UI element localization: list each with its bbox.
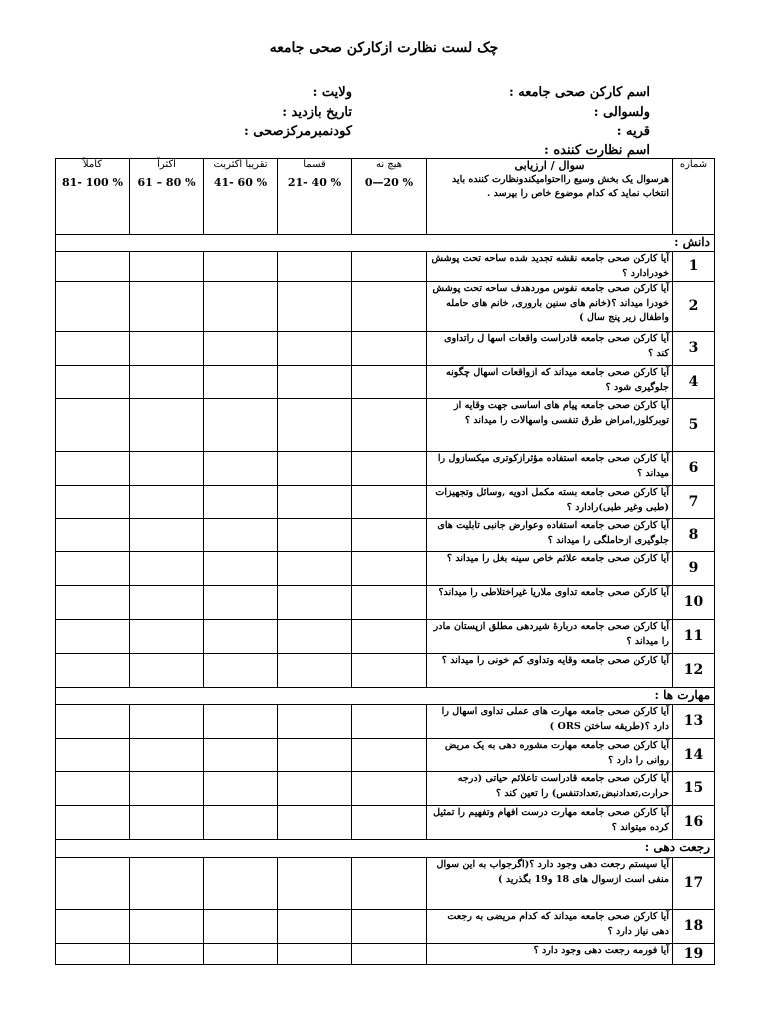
question-number: 8	[673, 519, 715, 552]
question-text: آیا کارکن صحی جامعه تداوی ملاریا غیراختلاطی را میداند؟	[427, 586, 673, 620]
rating-header-partly	[278, 159, 352, 235]
rating-cell[interactable]	[130, 252, 204, 282]
question-number: 12	[673, 654, 715, 688]
question-number: 19	[673, 944, 715, 965]
rating-cell[interactable]	[278, 739, 352, 772]
rating-cell[interactable]	[278, 486, 352, 519]
rating-cell[interactable]	[56, 452, 130, 486]
rating-range: 81- 100 %	[62, 176, 123, 189]
supervisor-label: اسم نظارت کننده :	[544, 143, 650, 158]
rating-cell[interactable]	[56, 858, 130, 910]
rating-cell[interactable]	[278, 586, 352, 620]
rating-cell[interactable]	[56, 620, 130, 654]
rating-cell[interactable]	[204, 552, 278, 586]
question-text: آیا کارکن صحی جامعه نفوس موردهدف ساحه تحت پوشش خودرا میداند ؟(خانم های سنین باروری, خانم های حامله واطفال زیر پنج سال )	[427, 282, 673, 332]
section-heading: رجعت دهی :	[56, 840, 715, 858]
question-number: 5	[673, 399, 715, 452]
question-number: 14	[673, 739, 715, 772]
question-text: آیا کارکن صحی جامعه قادراست تاعلائم حیاتی (درجه حرارت,تعدادنبض,تعدادتنفس) را تعین کند ؟	[427, 772, 673, 806]
rating-cell[interactable]	[130, 858, 204, 910]
rating-cell[interactable]	[56, 519, 130, 552]
question-text: آیا کارکن صحی جامعه مهارت های عملی تداوی اسهال را دارد ؟(طریقه ساختن ORS )	[427, 705, 673, 739]
rating-cell[interactable]	[204, 944, 278, 965]
question-number: 17	[673, 858, 715, 910]
question-number: 11	[673, 620, 715, 654]
rating-header-nearly-most	[204, 159, 278, 235]
rating-cell[interactable]	[278, 519, 352, 552]
question-row	[56, 705, 715, 739]
rating-cell[interactable]	[204, 705, 278, 739]
question-column-note: هرسوال یک بخش وسیع رااحتوامیکندونظارت کننده باید انتخاب نماید که کدام موضوع خاص را بپرسد .	[451, 174, 669, 199]
rating-cell[interactable]	[352, 332, 427, 366]
rating-cell[interactable]	[56, 944, 130, 965]
rating-cell[interactable]	[352, 944, 427, 965]
rating-label: قسما	[303, 159, 326, 170]
question-text: آیا کارکن صحی جامعه نقشه تجدید شده ساحه تحت پوشش خودرادارد ؟	[427, 252, 673, 282]
province-label: ولایت :	[312, 85, 352, 100]
question-row	[56, 654, 715, 688]
question-number: 7	[673, 486, 715, 519]
district-label: ولسوالی :	[593, 105, 650, 120]
question-number: 16	[673, 806, 715, 840]
table-header-row	[56, 159, 715, 235]
rating-cell[interactable]	[352, 620, 427, 654]
rating-cell[interactable]	[56, 282, 130, 332]
rating-cell[interactable]	[56, 910, 130, 944]
rating-cell[interactable]	[56, 399, 130, 452]
question-row	[56, 586, 715, 620]
rating-cell[interactable]	[278, 944, 352, 965]
visit-date-label: تاریخ بازدید :	[282, 105, 352, 120]
rating-cell[interactable]	[130, 739, 204, 772]
page-title: چک لست نظارت ازکارکن صحی جامعه	[269, 40, 499, 56]
section-row-skills	[56, 688, 715, 705]
question-text: آیا کارکن صحی جامعه وقایه وتداوی کم خونی را میداند ؟	[427, 654, 673, 688]
rating-cell[interactable]	[56, 332, 130, 366]
rating-cell[interactable]	[56, 366, 130, 399]
rating-cell[interactable]	[56, 772, 130, 806]
question-text: آیا کارکن صحی جامعه پیام های اساسی جهت وقایه از توبرکلوز,امراض طرق تنفسی واسهالات را میداند ؟	[427, 399, 673, 452]
rating-cell[interactable]	[278, 620, 352, 654]
rating-cell[interactable]	[278, 654, 352, 688]
rating-cell[interactable]	[130, 620, 204, 654]
rating-cell[interactable]	[352, 705, 427, 739]
rating-cell[interactable]	[130, 806, 204, 840]
rating-cell[interactable]	[278, 282, 352, 332]
question-row	[56, 858, 715, 910]
rating-cell[interactable]	[130, 910, 204, 944]
question-text: آیا کارکن صحی جامعه دربارهٔ شیردهی مطلق ازپستان مادر را میداند ؟	[427, 620, 673, 654]
question-text: آیا کارکن صحی جامعه بسته مکمل ادویه ,وسائل وتجهیزات (طبی وغیر طبی)رادارد ؟	[427, 486, 673, 519]
section-row-knowledge	[56, 235, 715, 252]
rating-cell[interactable]	[204, 858, 278, 910]
rating-cell[interactable]	[278, 366, 352, 399]
rating-cell[interactable]	[204, 399, 278, 452]
rating-cell[interactable]	[56, 586, 130, 620]
rating-cell[interactable]	[130, 486, 204, 519]
rating-cell[interactable]	[130, 399, 204, 452]
rating-cell[interactable]	[130, 452, 204, 486]
rating-cell[interactable]	[278, 332, 352, 366]
question-row	[56, 252, 715, 282]
rating-cell[interactable]	[352, 252, 427, 282]
question-text: آیا فورمه رجعت دهی وجود دارد ؟	[427, 944, 673, 965]
rating-cell[interactable]	[278, 705, 352, 739]
question-number: 13	[673, 705, 715, 739]
rating-cell[interactable]	[130, 282, 204, 332]
rating-cell[interactable]	[204, 586, 278, 620]
rating-cell[interactable]	[204, 739, 278, 772]
question-text: آیا کارکن صحی جامعه مهارت درست افهام وتفهیم را تمثیل کرده میتواند ؟	[427, 806, 673, 840]
rating-cell[interactable]	[352, 654, 427, 688]
rating-cell[interactable]	[130, 586, 204, 620]
village-label: قریه :	[616, 124, 650, 139]
rating-cell[interactable]	[204, 806, 278, 840]
question-text: آیا کارکن صحی جامعه علائم خاص سینه بغل را میداند ؟	[427, 552, 673, 586]
question-row	[56, 620, 715, 654]
question-row	[56, 486, 715, 519]
clinic-code-label: کودنمبرمرکزصحی :	[243, 124, 352, 139]
chw-name-label: اسم کارکن صحی جامعه :	[508, 85, 650, 100]
rating-range: 21- 40 %	[287, 176, 342, 189]
question-row	[56, 739, 715, 772]
rating-cell[interactable]	[204, 282, 278, 332]
section-heading: مهارت ها :	[56, 688, 715, 705]
rating-cell[interactable]	[352, 552, 427, 586]
question-row	[56, 366, 715, 399]
rating-label: هیچ نه	[375, 159, 403, 170]
rating-header-mostly	[130, 159, 204, 235]
rating-cell[interactable]	[352, 452, 427, 486]
rating-cell[interactable]	[56, 552, 130, 586]
question-number: 18	[673, 910, 715, 944]
rating-cell[interactable]	[352, 858, 427, 910]
rating-header-fully	[56, 159, 130, 235]
rating-cell[interactable]	[278, 772, 352, 806]
rating-header-none	[352, 159, 427, 235]
question-row	[56, 552, 715, 586]
section-row-referral	[56, 840, 715, 858]
rating-cell[interactable]	[352, 586, 427, 620]
rating-cell[interactable]	[204, 772, 278, 806]
rating-cell[interactable]	[352, 910, 427, 944]
rating-cell[interactable]	[56, 486, 130, 519]
rating-cell[interactable]	[352, 519, 427, 552]
number-column-header: شماره	[673, 159, 715, 235]
question-number: 4	[673, 366, 715, 399]
question-column-title: سوال / ارزیابی	[514, 159, 585, 172]
question-column-header	[427, 159, 673, 235]
rating-cell[interactable]	[56, 654, 130, 688]
rating-cell[interactable]	[352, 282, 427, 332]
question-text: آیا کارکن صحی جامعه مهارت مشوره دهی به یک مریض روانی را دارد ؟	[427, 739, 673, 772]
question-text: آیا کارکن صحی جامعه استفاده مؤثرازکوتری میکسازول را میداند ؟	[427, 452, 673, 486]
question-row	[56, 332, 715, 366]
rating-cell[interactable]	[204, 452, 278, 486]
rating-cell[interactable]	[130, 705, 204, 739]
rating-cell[interactable]	[204, 332, 278, 366]
checklist-table	[55, 158, 715, 965]
section-heading: دانش :	[56, 235, 715, 252]
question-row	[56, 806, 715, 840]
rating-cell[interactable]	[352, 366, 427, 399]
rating-cell[interactable]	[204, 654, 278, 688]
rating-cell[interactable]	[278, 452, 352, 486]
rating-cell[interactable]	[204, 252, 278, 282]
rating-label: کاملاً	[82, 159, 103, 170]
question-text: آیا کارکن صحی جامعه استفاده وعوارض جانبی تابلیت های جلوگیری ازحاملگی را میداند ؟	[427, 519, 673, 552]
rating-cell[interactable]	[130, 944, 204, 965]
question-number: 10	[673, 586, 715, 620]
rating-cell[interactable]	[56, 739, 130, 772]
rating-cell[interactable]	[278, 552, 352, 586]
rating-cell[interactable]	[278, 252, 352, 282]
question-number: 15	[673, 772, 715, 806]
question-number: 2	[673, 282, 715, 332]
rating-cell[interactable]	[130, 366, 204, 399]
rating-cell[interactable]	[56, 705, 130, 739]
question-row	[56, 519, 715, 552]
question-row	[56, 399, 715, 452]
rating-cell[interactable]	[204, 519, 278, 552]
rating-cell[interactable]	[352, 739, 427, 772]
question-row	[56, 772, 715, 806]
rating-cell[interactable]	[204, 910, 278, 944]
rating-label: اکثراً	[157, 159, 176, 170]
question-number: 3	[673, 332, 715, 366]
question-number: 9	[673, 552, 715, 586]
rating-range: 61 – 80 %	[137, 176, 196, 189]
question-number: 6	[673, 452, 715, 486]
rating-cell[interactable]	[130, 654, 204, 688]
rating-cell[interactable]	[130, 332, 204, 366]
rating-cell[interactable]	[204, 620, 278, 654]
rating-cell[interactable]	[204, 366, 278, 399]
rating-cell[interactable]	[352, 486, 427, 519]
rating-range: 0—20 %	[364, 176, 414, 189]
rating-cell[interactable]	[278, 806, 352, 840]
rating-cell[interactable]	[278, 399, 352, 452]
rating-label: تقریبا اکثریت	[213, 159, 268, 170]
question-text: آیا کارکن صحی جامعه قادراست واقعات اسها ل راتداوی کند ؟	[427, 332, 673, 366]
rating-cell[interactable]	[56, 252, 130, 282]
rating-cell[interactable]	[278, 910, 352, 944]
rating-cell[interactable]	[278, 858, 352, 910]
rating-cell[interactable]	[352, 772, 427, 806]
question-row	[56, 910, 715, 944]
rating-cell[interactable]	[56, 806, 130, 840]
rating-cell[interactable]	[204, 486, 278, 519]
rating-cell[interactable]	[130, 552, 204, 586]
rating-cell[interactable]	[352, 399, 427, 452]
question-text: آیا کارکن صحی جامعه میداند که ازواقعات اسهال چگونه جلوگیری شود ؟	[427, 366, 673, 399]
rating-cell[interactable]	[130, 519, 204, 552]
question-row	[56, 452, 715, 486]
question-number: 1	[673, 252, 715, 282]
question-text: آیا کارکن صحی جامعه میداند که کدام مریضی به رجعت دهی نیاز دارد ؟	[427, 910, 673, 944]
question-text: آیا سیستم رجعت دهی وجود دارد ؟(اگرجواب به این سوال منفی است ازسوال های 18 و19 بگذرید )	[427, 858, 673, 910]
question-row	[56, 944, 715, 965]
question-row	[56, 282, 715, 332]
rating-cell[interactable]	[130, 772, 204, 806]
rating-range: 41- 60 %	[213, 176, 268, 189]
rating-cell[interactable]	[352, 806, 427, 840]
